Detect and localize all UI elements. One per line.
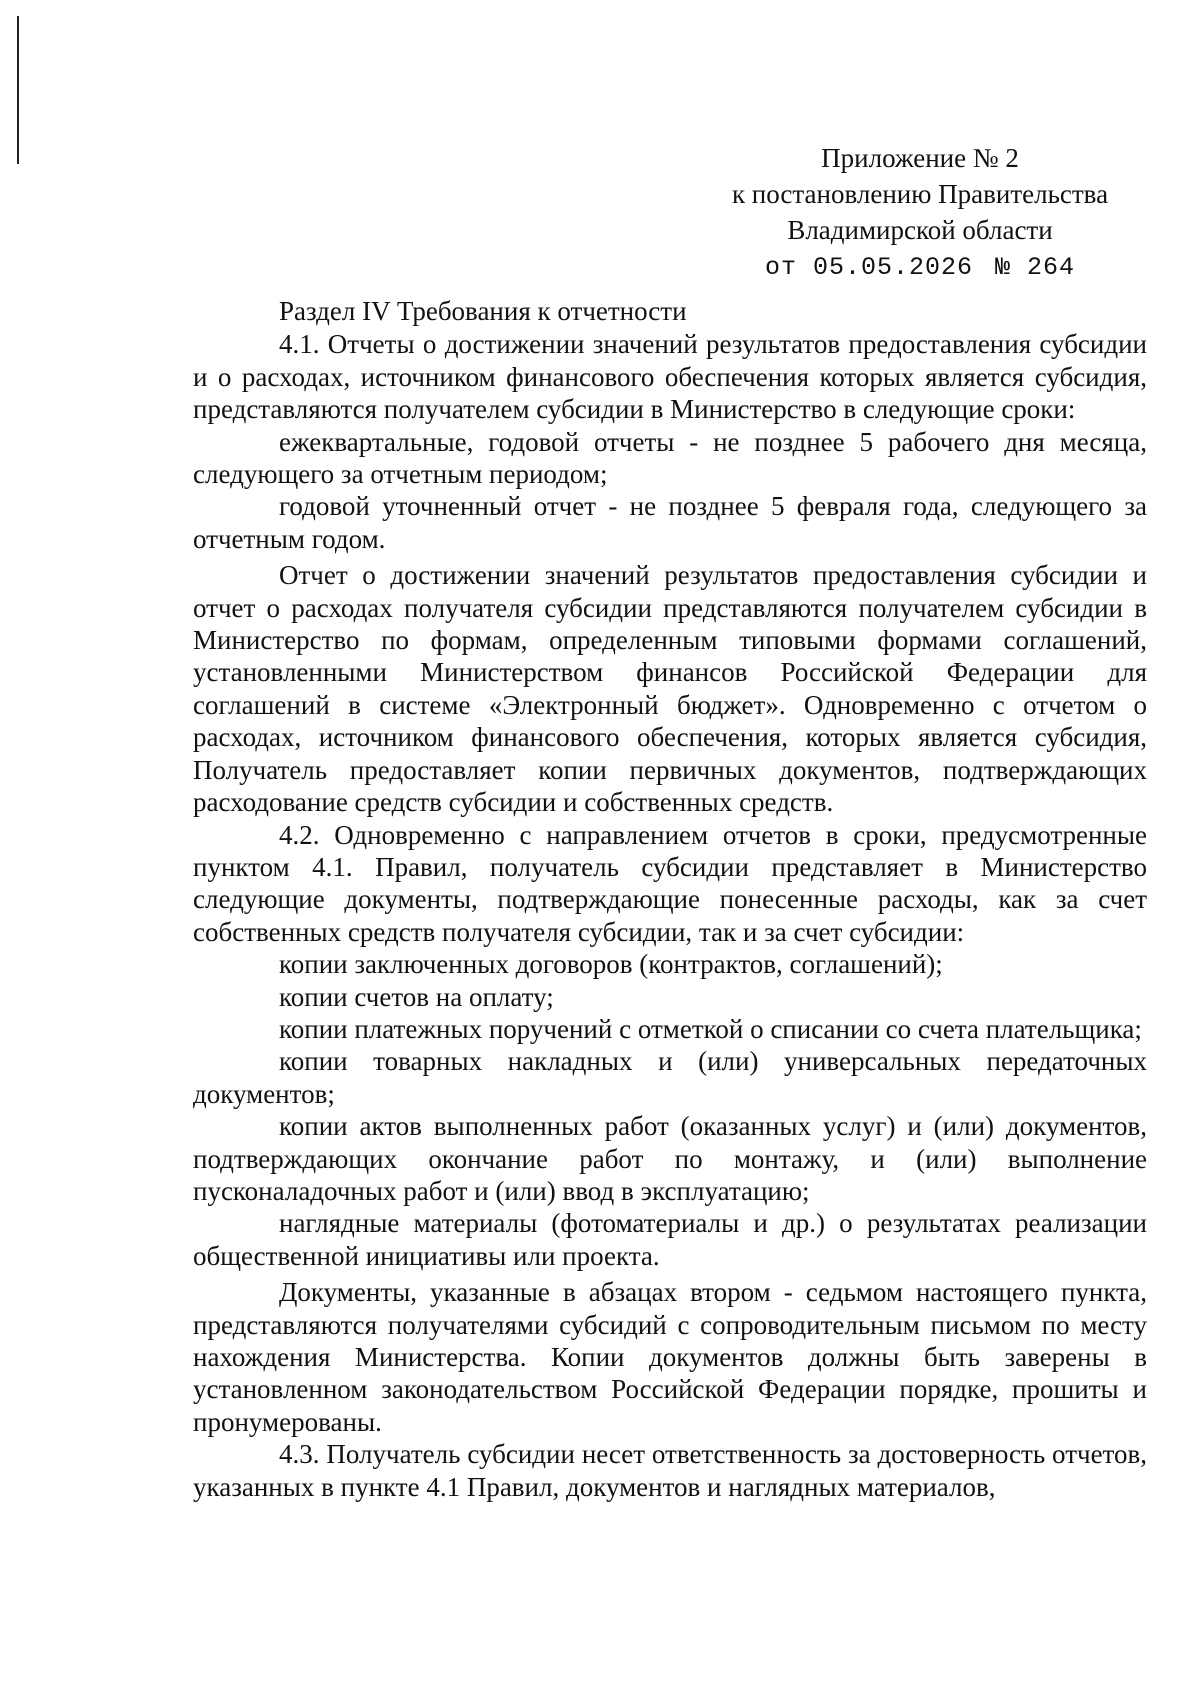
paragraph: Документы, указанные в абзацах втором - седьмом настоящего пункта, представляются получателями субсидий с сопроводительным письмом по месту нахождения Министерства. Копии документов должны быть заверены в установленном законодательством Российской Федерации порядке, прошиты и пронумерованы.	[193, 1277, 1147, 1437]
paragraph: 4.1. Отчеты о достижении значений результатов предоставления субсидии и о расходах, источником финансового обеспечения которых является субсидия, представляются получателем субсидии в Министерство в следующие сроки:	[193, 329, 1147, 425]
paragraph: копии платежных поручений с отметкой о списании со счета плательщика;	[279, 1013, 1142, 1044]
decree-number: 264	[1027, 253, 1076, 282]
paragraph: копии товарных накладных и (или) универсальных передаточных документов;	[193, 1046, 1147, 1109]
paragraph: ежеквартальные, годовой отчеты - не позднее 5 рабочего дня месяца, следующего за отчетным периодом;	[193, 426, 1147, 490]
number-label: №	[995, 253, 1012, 282]
paragraph: 4.2. Одновременно с направлением отчетов в сроки, предусмотренные пунктом 4.1. Правил, получатель субсидии представляет в Министерство следующие документы, подтверждающие понесенные расходы, как за счет собственных средств получателя субсидии, так и за счет субсидии:	[193, 819, 1147, 947]
date-prefix: от	[764, 253, 797, 282]
paragraph: наглядные материалы (фотоматериалы и др.) о результатах реализации общественной инициативы или проекта.	[193, 1208, 1147, 1271]
paragraph: копии актов выполненных работ (оказанных услуг) и (или) документов, подтверждающих окончание работ по монтажу, и (или) выполнение пусконаладочных работ и (или) ввод в эксплуатацию;	[193, 1111, 1147, 1206]
appendix-region-line: Владимирской области	[787, 215, 1053, 245]
scan-edge-line	[17, 16, 19, 164]
document-body	[193, 295, 1147, 1503]
paragraph: копии заключенных договоров (контрактов, соглашений);	[279, 949, 943, 980]
paragraph: 4.3. Получатель субсидии несет ответственность за достоверность отчетов, указанных в пункте 4.1 Правил, документов и наглядных материалов,	[193, 1439, 1147, 1502]
appendix-number: Приложение № 2	[821, 143, 1019, 173]
appendix-decree-line: к постановлению Правительства	[731, 179, 1109, 209]
paragraph: Отчет о достижении значений результатов предоставления субсидии и отчет о расходах получателя субсидии представляются получателем субсидии в Министерство по формам, определенным типовыми формами соглашений, установленными Министерством финансов Российской Федерации для соглашений в системе «Электронный бюджет». Одновременно с отчетом о расходах, источником финансового обеспечения, которых является субсидия, Получатель предоставляет копии первичных документов, подтверждающих расходование средств субсидии и собственных средств.	[193, 560, 1147, 818]
section-title: Раздел IV Требования к отчетности	[279, 296, 687, 326]
appendix-header	[700, 140, 1140, 286]
paragraph: годовой уточненный отчет - не позднее 5 февраля года, следующего за отчетным годом.	[193, 491, 1147, 554]
appendix-dateline	[700, 250, 1140, 286]
decree-date: 05.05.2026	[812, 253, 973, 282]
paragraph: копии счетов на оплату;	[279, 981, 554, 1012]
